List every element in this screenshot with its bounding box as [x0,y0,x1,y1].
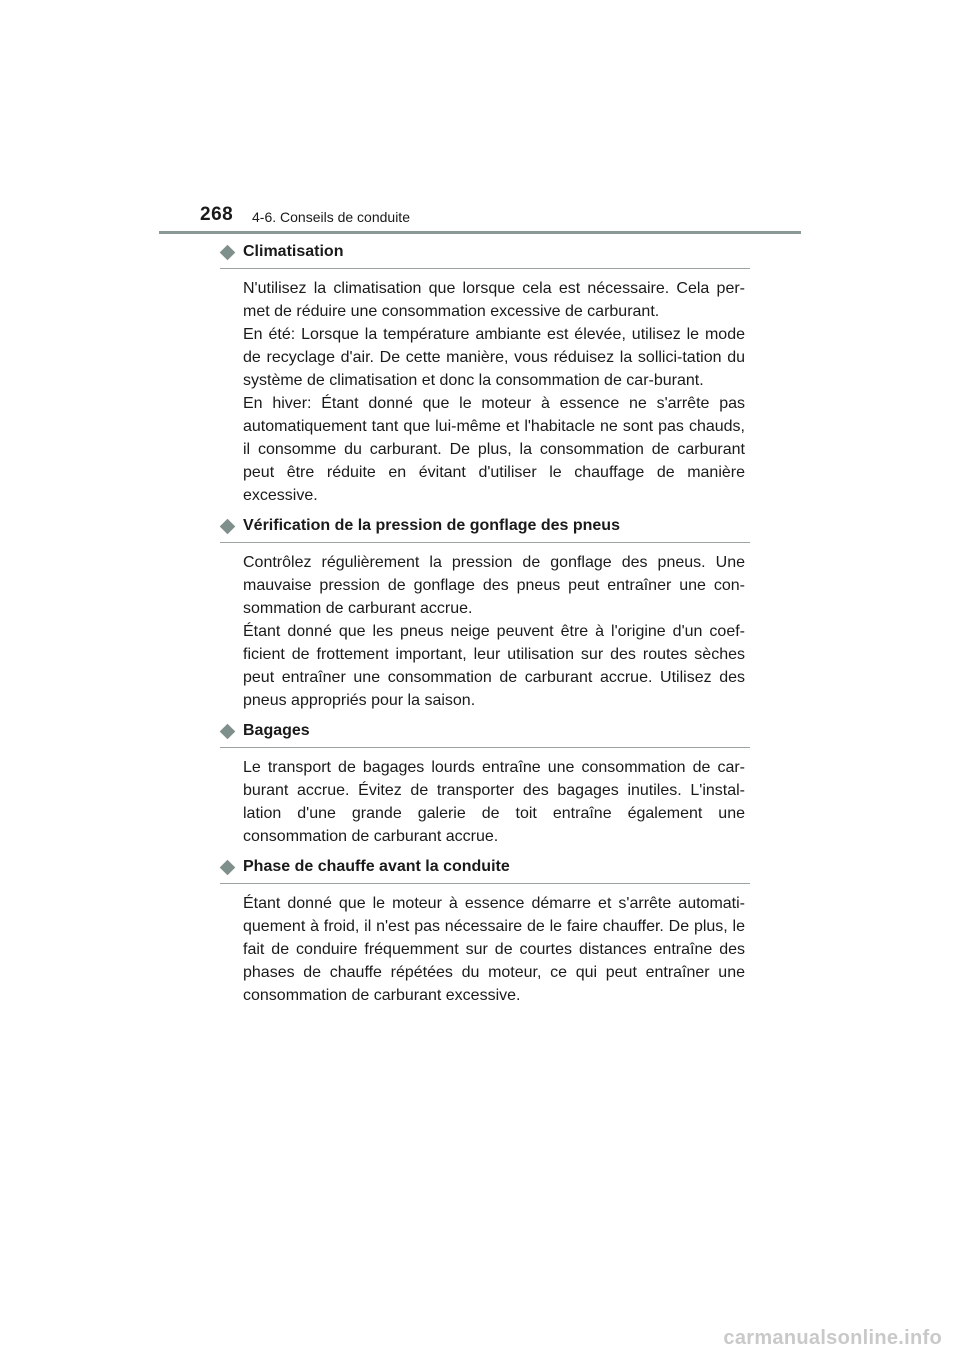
paragraph: En hiver: Étant donné que le moteur à essence ne s'arrête pas automatiquement tant que lui-même et l'habitacle ne sont pas chauds, il consomme du carburant. De plus, la consommation de carburant peut être réduite en évitant d'utiliser le chauffage de manière excessive. [243,395,745,504]
section-header [220,855,750,884]
header-divider [159,231,801,234]
section-header [220,514,750,543]
section-bagages [220,719,750,848]
diamond-bullet-icon [220,860,236,876]
section-title: Phase de chauffe avant la conduite [243,858,510,875]
section-climatisation [220,240,750,507]
section-header [220,240,750,269]
paragraph: Le transport de bagages lourds entraîne une consommation de car-burant accrue. Évitez de transporter des bagages inutiles. L'instal-lation d'une grande galerie de toit entraîne également une consommation de carburant accrue. [243,759,745,845]
paragraph: Contrôlez régulièrement la pression de gonflage des pneus. Une mauvaise pression de gonflage des pneus peut entraîner une con-sommation de carburant accrue. [243,554,745,617]
page-number: 268 [200,204,234,225]
section-header [220,719,750,748]
paragraph: Étant donné que le moteur à essence démarre et s'arrête automati-quement à froid, il n'est pas nécessaire de le faire chauffer. De plus, le fait de conduire fréquemment sur de courtes distances entraîne des phases de chauffe répétées du moteur, ce qui peut entraîner une consommation de carburant excessive. [243,895,745,1004]
watermark-logo: carmanualsonline.info [723,1327,942,1349]
section-warm-up [220,855,750,1007]
diamond-bullet-icon [220,724,236,740]
section-body [243,277,745,507]
paragraph: N'utilisez la climatisation que lorsque cela est nécessaire. Cela per-met de réduire une consommation excessive de carburant. [243,280,745,320]
paragraph: Étant donné que les pneus neige peuvent être à l'origine d'un coef-ficient de frottement important, leur utilisation sur des routes sèches peut entraîner une consommation de carburant accrue. Utilisez des pneus appropriés pour la saison. [243,623,745,709]
diamond-bullet-icon [220,245,236,261]
section-title: Vérification de la pression de gonflage des pneus [243,517,620,534]
section-tire-pressure [220,514,750,712]
chapter-title: 4-6. Conseils de conduite [252,209,410,225]
section-title: Climatisation [243,243,344,260]
section-body [243,756,745,848]
page-content [220,240,750,1014]
section-body [243,892,745,1007]
diamond-bullet-icon [220,519,236,535]
paragraph: En été: Lorsque la température ambiante est élevée, utilisez le mode de recyclage d'air. De cette manière, vous réduisez la sollici-tation du système de climatisation et donc la consommation de car-burant. [243,326,745,389]
section-title: Bagages [243,722,310,739]
section-body [243,551,745,712]
